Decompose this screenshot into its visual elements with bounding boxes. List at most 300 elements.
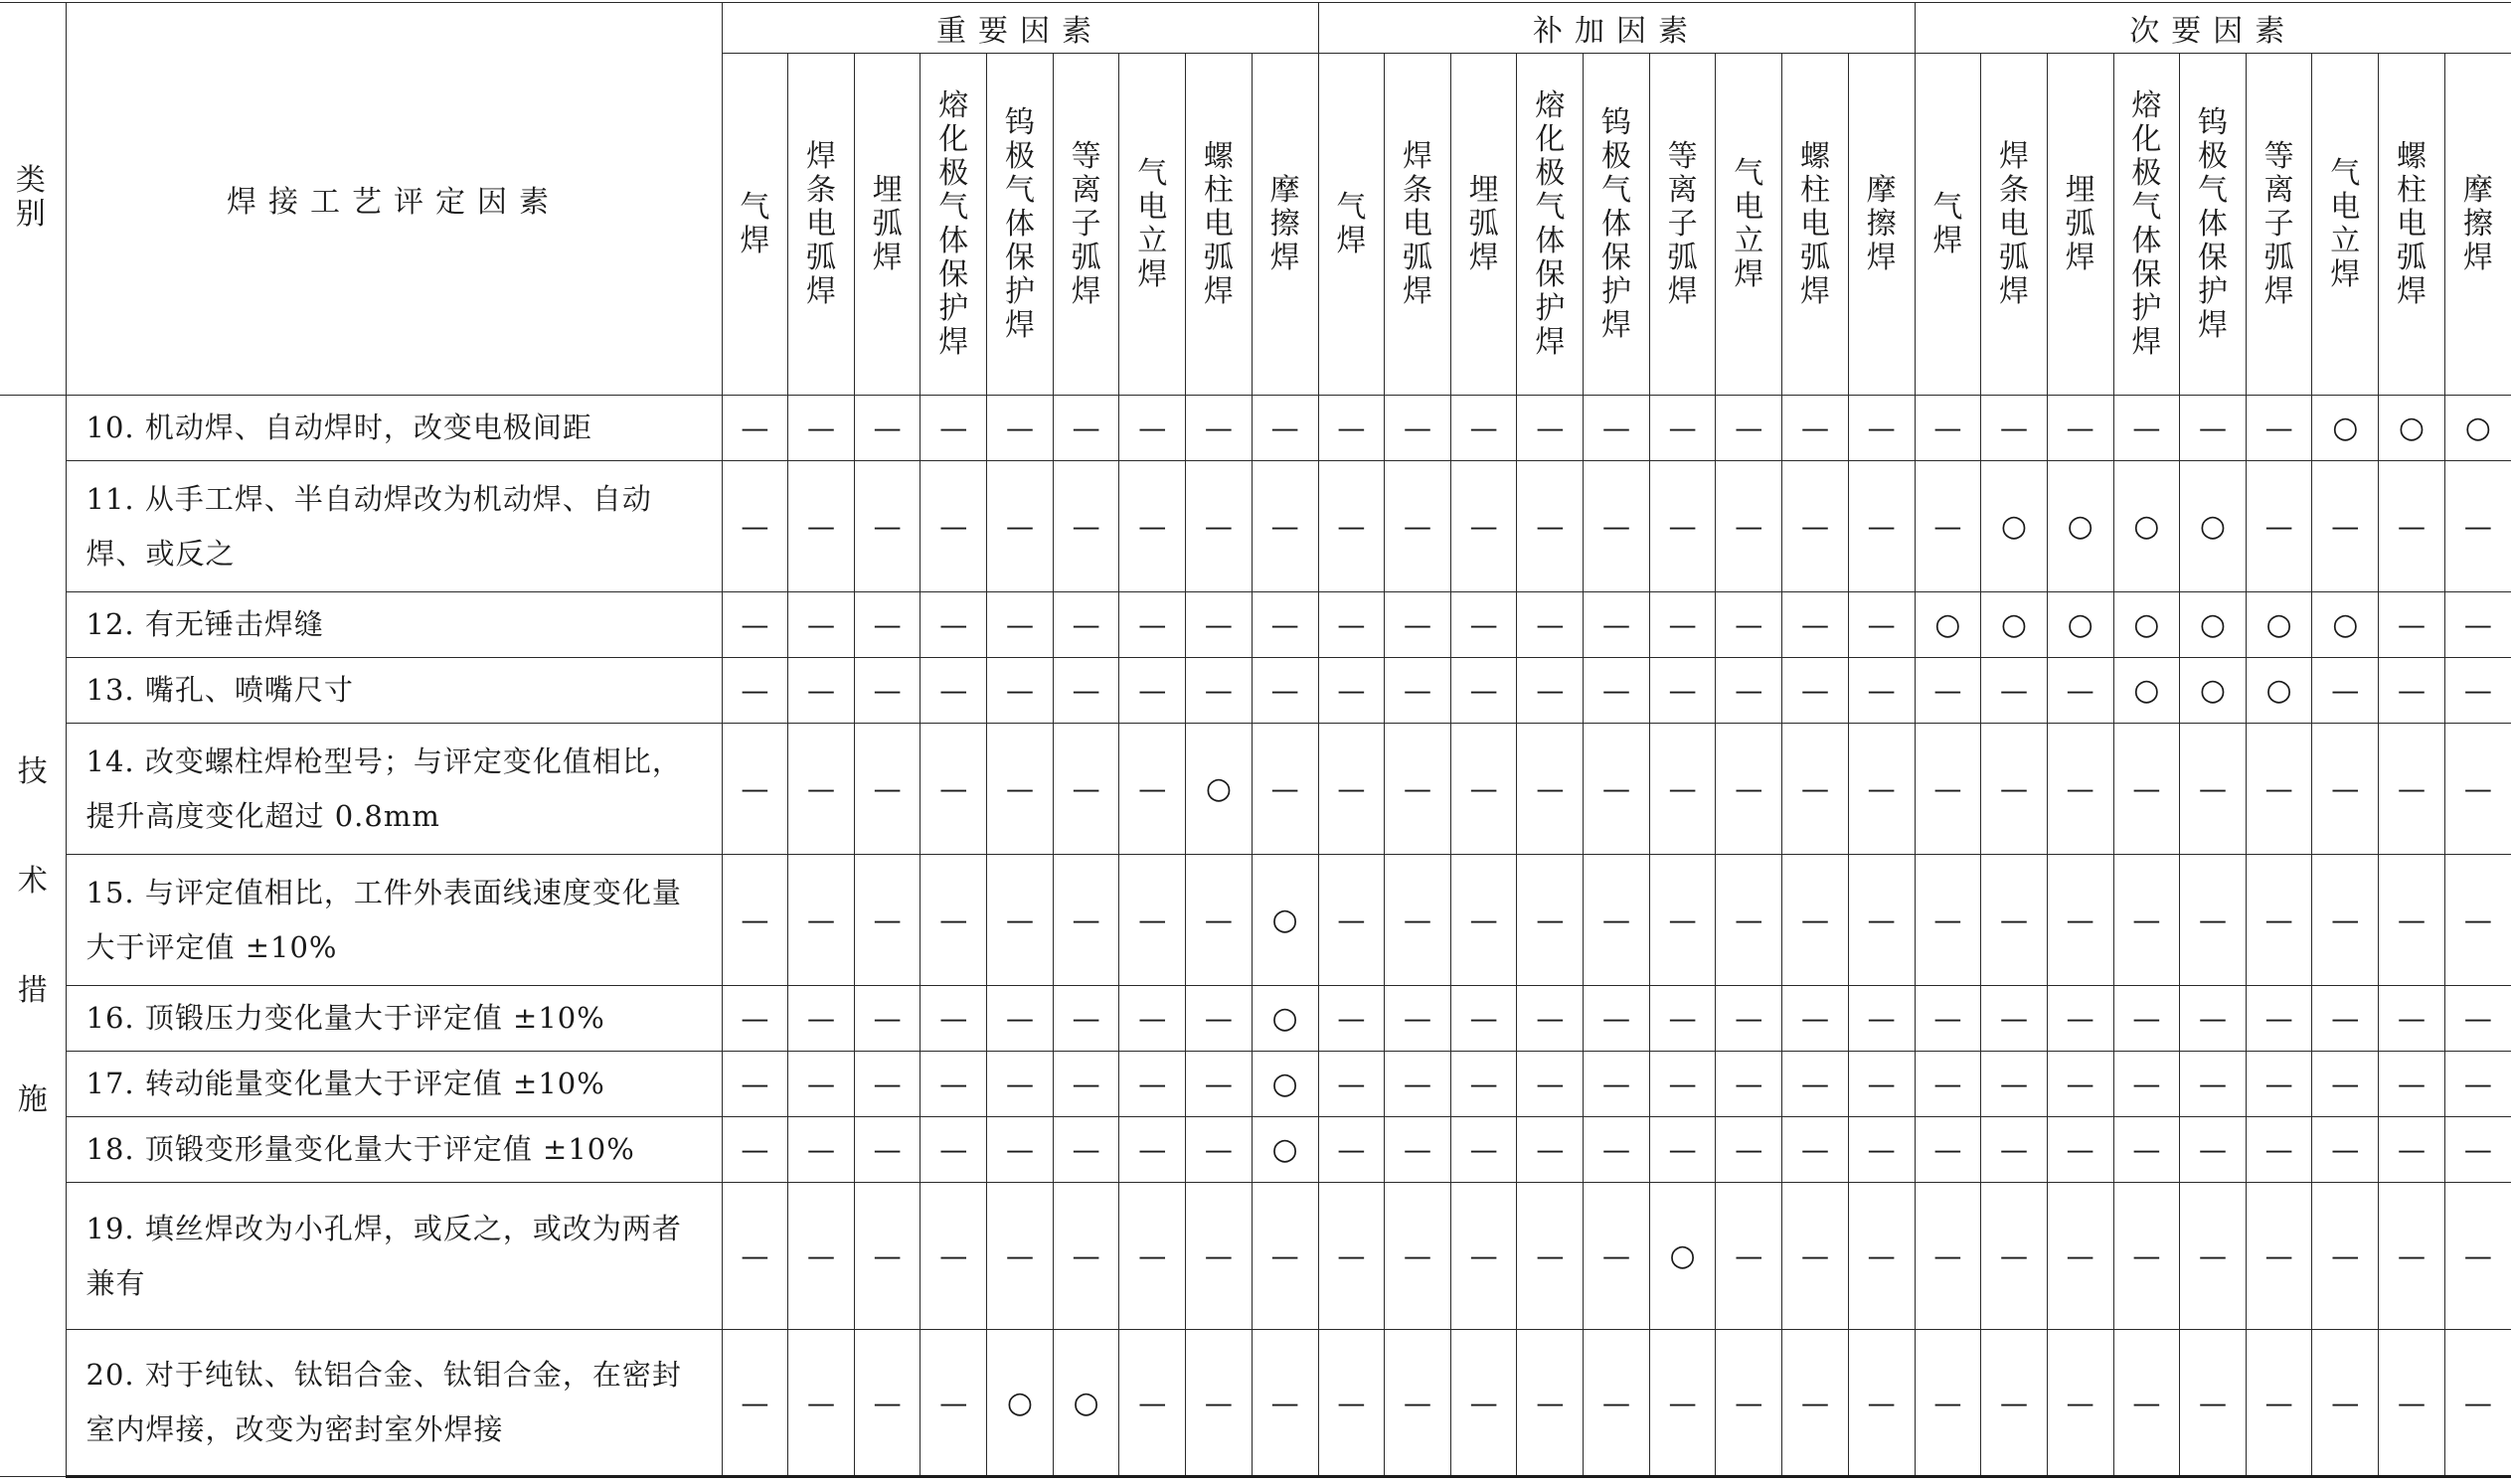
dash-mark: — bbox=[1119, 1330, 1186, 1477]
circle-mark: ○ bbox=[987, 1330, 1054, 1477]
method-header bbox=[1450, 54, 1517, 396]
category-label: 技术措施 bbox=[17, 753, 48, 1117]
dash-mark: — bbox=[1318, 1052, 1385, 1117]
method-header-label: 气焊 bbox=[740, 189, 770, 258]
dash-mark: — bbox=[1517, 396, 1584, 461]
method-header-label: 等离子弧焊 bbox=[2263, 138, 2294, 309]
method-header-label: 摩擦焊 bbox=[2462, 172, 2493, 275]
dash-mark: — bbox=[1119, 724, 1186, 855]
dash-mark: — bbox=[1186, 1117, 1253, 1183]
dash-mark: — bbox=[2312, 461, 2379, 592]
method-header-label: 钨极气体保护焊 bbox=[2197, 104, 2228, 343]
method-header-label: 钨极气体保护焊 bbox=[1004, 104, 1035, 343]
dash-mark: — bbox=[1119, 1183, 1186, 1330]
dash-mark: — bbox=[921, 1052, 987, 1117]
dash-mark: — bbox=[1385, 396, 1451, 461]
dash-mark: — bbox=[722, 724, 788, 855]
dash-mark: — bbox=[722, 1117, 788, 1183]
dash-mark: — bbox=[2444, 855, 2511, 986]
dash-mark: — bbox=[1119, 986, 1186, 1052]
dash-mark: — bbox=[1450, 1052, 1517, 1117]
dash-mark: — bbox=[987, 658, 1054, 724]
dash-mark: — bbox=[2047, 1330, 2113, 1477]
circle-mark: ○ bbox=[1252, 986, 1318, 1052]
dash-mark: — bbox=[1649, 658, 1716, 724]
dash-mark: — bbox=[788, 1183, 855, 1330]
dash-mark: — bbox=[1848, 461, 1915, 592]
dash-mark: — bbox=[2047, 1052, 2113, 1117]
table-row bbox=[0, 1183, 2511, 1330]
dash-mark: — bbox=[2379, 1330, 2445, 1477]
dash-mark: — bbox=[1119, 1117, 1186, 1183]
dash-mark: — bbox=[1584, 658, 1650, 724]
dash-mark: — bbox=[1450, 658, 1517, 724]
method-header-label: 熔化极气体保护焊 bbox=[2131, 87, 2162, 360]
dash-mark: — bbox=[1318, 1330, 1385, 1477]
dash-mark: — bbox=[1716, 986, 1782, 1052]
method-header bbox=[987, 54, 1054, 396]
method-header bbox=[2379, 54, 2445, 396]
dash-mark: — bbox=[1385, 1117, 1451, 1183]
dash-mark: — bbox=[1848, 592, 1915, 658]
dash-mark: — bbox=[2180, 1052, 2247, 1117]
dash-mark: — bbox=[1782, 658, 1849, 724]
dash-mark: — bbox=[1450, 1183, 1517, 1330]
dash-mark: — bbox=[1716, 658, 1782, 724]
dash-mark: — bbox=[2113, 1183, 2180, 1330]
dash-mark: — bbox=[854, 592, 921, 658]
dash-mark: — bbox=[1584, 396, 1650, 461]
dash-mark: — bbox=[1584, 1117, 1650, 1183]
circle-mark: ○ bbox=[1186, 724, 1253, 855]
dash-mark: — bbox=[1119, 396, 1186, 461]
dash-mark: — bbox=[1450, 592, 1517, 658]
dash-mark: — bbox=[1119, 855, 1186, 986]
dash-mark: — bbox=[1782, 724, 1849, 855]
dash-mark: — bbox=[854, 986, 921, 1052]
method-header-label: 气焊 bbox=[1336, 189, 1367, 258]
dash-mark: — bbox=[2312, 986, 2379, 1052]
dash-mark: — bbox=[921, 461, 987, 592]
method-header-label: 埋弧焊 bbox=[1468, 172, 1499, 275]
dash-mark: — bbox=[921, 1183, 987, 1330]
method-header bbox=[1119, 54, 1186, 396]
dash-mark: — bbox=[1385, 1330, 1451, 1477]
dash-mark: — bbox=[1318, 855, 1385, 986]
dash-mark: — bbox=[1848, 1330, 1915, 1477]
dash-mark: — bbox=[2444, 1052, 2511, 1117]
dash-mark: — bbox=[1450, 1330, 1517, 1477]
dash-mark: — bbox=[2113, 724, 2180, 855]
dash-mark: — bbox=[1649, 1052, 1716, 1117]
dash-mark: — bbox=[854, 1117, 921, 1183]
dash-mark: — bbox=[1186, 1052, 1253, 1117]
method-header-label: 摩擦焊 bbox=[1269, 172, 1300, 275]
factor-description: 12. 有无锤击焊缝 bbox=[66, 592, 722, 658]
factor-description: 11. 从手工焊、半自动焊改为机动焊、自动焊、或反之 bbox=[66, 461, 722, 592]
dash-mark: — bbox=[1385, 724, 1451, 855]
dash-mark: — bbox=[1385, 986, 1451, 1052]
dash-mark: — bbox=[1584, 1183, 1650, 1330]
dash-mark: — bbox=[1716, 1117, 1782, 1183]
dash-mark: — bbox=[987, 986, 1054, 1052]
method-header bbox=[1385, 54, 1451, 396]
dash-mark: — bbox=[1385, 658, 1451, 724]
dash-mark: — bbox=[1584, 724, 1650, 855]
dash-mark: — bbox=[2379, 986, 2445, 1052]
dash-mark: — bbox=[2113, 855, 2180, 986]
dash-mark: — bbox=[2246, 986, 2312, 1052]
method-header bbox=[2444, 54, 2511, 396]
method-header-label: 熔化极气体保护焊 bbox=[1535, 87, 1566, 360]
table-row bbox=[0, 396, 2511, 461]
method-header-label: 气焊 bbox=[1932, 189, 1963, 258]
dash-mark: — bbox=[1848, 396, 1915, 461]
method-header bbox=[1252, 54, 1318, 396]
dash-mark: — bbox=[2180, 724, 2247, 855]
method-header bbox=[2246, 54, 2312, 396]
circle-mark: ○ bbox=[2113, 461, 2180, 592]
table-row bbox=[0, 1330, 2511, 1477]
dash-mark: — bbox=[2246, 1183, 2312, 1330]
dash-mark: — bbox=[987, 396, 1054, 461]
dash-mark: — bbox=[1649, 855, 1716, 986]
dash-mark: — bbox=[722, 461, 788, 592]
method-header bbox=[1915, 54, 1981, 396]
dash-mark: — bbox=[2312, 855, 2379, 986]
dash-mark: — bbox=[1716, 396, 1782, 461]
dash-mark: — bbox=[2180, 396, 2247, 461]
group-header: 补加因素 bbox=[1318, 3, 1915, 54]
dash-mark: — bbox=[788, 658, 855, 724]
dash-mark: — bbox=[2444, 658, 2511, 724]
dash-mark: — bbox=[722, 1330, 788, 1477]
method-header bbox=[1649, 54, 1716, 396]
dash-mark: — bbox=[1649, 592, 1716, 658]
dash-mark: — bbox=[1981, 1330, 2048, 1477]
circle-mark: ○ bbox=[1252, 1052, 1318, 1117]
dash-mark: — bbox=[921, 1330, 987, 1477]
dash-mark: — bbox=[2312, 658, 2379, 724]
dash-mark: — bbox=[722, 1052, 788, 1117]
dash-mark: — bbox=[1584, 461, 1650, 592]
dash-mark: — bbox=[1716, 592, 1782, 658]
method-header bbox=[788, 54, 855, 396]
dash-mark: — bbox=[1318, 592, 1385, 658]
circle-mark: ○ bbox=[2312, 396, 2379, 461]
dash-mark: — bbox=[2180, 1330, 2247, 1477]
dash-mark: — bbox=[1915, 1052, 1981, 1117]
dash-mark: — bbox=[1450, 855, 1517, 986]
dash-mark: — bbox=[987, 1052, 1054, 1117]
dash-mark: — bbox=[1981, 724, 2048, 855]
dash-mark: — bbox=[2113, 1052, 2180, 1117]
dash-mark: — bbox=[854, 658, 921, 724]
dash-mark: — bbox=[1649, 724, 1716, 855]
dash-mark: — bbox=[921, 658, 987, 724]
dash-mark: — bbox=[2312, 1330, 2379, 1477]
dash-mark: — bbox=[2312, 724, 2379, 855]
dash-mark: — bbox=[1848, 1052, 1915, 1117]
dash-mark: — bbox=[1119, 461, 1186, 592]
dash-mark: — bbox=[2180, 986, 2247, 1052]
dash-mark: — bbox=[1385, 592, 1451, 658]
dash-mark: — bbox=[1649, 1330, 1716, 1477]
method-header-label: 气电立焊 bbox=[1734, 155, 1764, 292]
dash-mark: — bbox=[2113, 986, 2180, 1052]
dash-mark: — bbox=[921, 855, 987, 986]
dash-mark: — bbox=[1517, 724, 1584, 855]
dash-mark: — bbox=[1716, 1330, 1782, 1477]
dash-mark: — bbox=[1186, 396, 1253, 461]
dash-mark: — bbox=[987, 461, 1054, 592]
dash-mark: — bbox=[1848, 986, 1915, 1052]
circle-mark: ○ bbox=[2113, 592, 2180, 658]
method-header bbox=[2312, 54, 2379, 396]
dash-mark: — bbox=[722, 855, 788, 986]
dash-mark: — bbox=[1252, 461, 1318, 592]
method-header-label: 气电立焊 bbox=[1137, 155, 1168, 292]
dash-mark: — bbox=[1318, 724, 1385, 855]
category-header-label: 类别 bbox=[15, 162, 58, 232]
welding-factor-table bbox=[0, 2, 2511, 1478]
circle-mark: ○ bbox=[2246, 658, 2312, 724]
category-cell bbox=[0, 396, 66, 1477]
dash-mark: — bbox=[1385, 1052, 1451, 1117]
dash-mark: — bbox=[1517, 1052, 1584, 1117]
dash-mark: — bbox=[987, 855, 1054, 986]
method-header-label: 焊条电弧焊 bbox=[1403, 138, 1432, 309]
dash-mark: — bbox=[1186, 986, 1253, 1052]
method-header bbox=[1186, 54, 1253, 396]
dash-mark: — bbox=[1252, 658, 1318, 724]
dash-mark: — bbox=[854, 1183, 921, 1330]
dash-mark: — bbox=[987, 592, 1054, 658]
dash-mark: — bbox=[2047, 724, 2113, 855]
dash-mark: — bbox=[2246, 1330, 2312, 1477]
table-row bbox=[0, 855, 2511, 986]
dash-mark: — bbox=[2444, 1117, 2511, 1183]
circle-mark: ○ bbox=[2246, 592, 2312, 658]
dash-mark: — bbox=[1981, 1183, 2048, 1330]
dash-mark: — bbox=[1782, 1117, 1849, 1183]
method-header bbox=[1981, 54, 2048, 396]
dash-mark: — bbox=[2444, 592, 2511, 658]
dash-mark: — bbox=[1716, 1052, 1782, 1117]
circle-mark: ○ bbox=[2312, 592, 2379, 658]
dash-mark: — bbox=[1981, 1052, 2048, 1117]
dash-mark: — bbox=[1915, 461, 1981, 592]
table-row bbox=[0, 1117, 2511, 1183]
method-header bbox=[1716, 54, 1782, 396]
factor-description: 17. 转动能量变化量大于评定值 ±10% bbox=[66, 1052, 722, 1117]
dash-mark: — bbox=[854, 724, 921, 855]
dash-mark: — bbox=[2047, 1183, 2113, 1330]
dash-mark: — bbox=[2379, 724, 2445, 855]
dash-mark: — bbox=[2180, 1117, 2247, 1183]
dash-mark: — bbox=[2113, 1330, 2180, 1477]
dash-mark: — bbox=[1584, 592, 1650, 658]
method-header-label: 螺柱电弧焊 bbox=[1799, 138, 1830, 309]
dash-mark: — bbox=[1450, 724, 1517, 855]
method-header bbox=[1318, 54, 1385, 396]
dash-mark: — bbox=[1053, 1052, 1119, 1117]
circle-mark: ○ bbox=[2047, 461, 2113, 592]
dash-mark: — bbox=[1915, 658, 1981, 724]
factor-description: 10. 机动焊、自动焊时，改变电极间距 bbox=[66, 396, 722, 461]
dash-mark: — bbox=[854, 396, 921, 461]
dash-mark: — bbox=[1981, 1117, 2048, 1183]
dash-mark: — bbox=[987, 724, 1054, 855]
dash-mark: — bbox=[1782, 1330, 1849, 1477]
dash-mark: — bbox=[1981, 396, 2048, 461]
dash-mark: — bbox=[2312, 1117, 2379, 1183]
dash-mark: — bbox=[2312, 1183, 2379, 1330]
dash-mark: — bbox=[1517, 461, 1584, 592]
group-header: 次要因素 bbox=[1915, 3, 2511, 54]
dash-mark: — bbox=[987, 1183, 1054, 1330]
factor-description: 14. 改变螺柱焊枪型号；与评定变化值相比，提升高度变化超过 0.8mm bbox=[66, 724, 722, 855]
dash-mark: — bbox=[1848, 1117, 1915, 1183]
dash-mark: — bbox=[1915, 396, 1981, 461]
method-header-label: 焊条电弧焊 bbox=[1999, 138, 2030, 309]
method-header-label: 摩擦焊 bbox=[1866, 172, 1897, 275]
dash-mark: — bbox=[1252, 724, 1318, 855]
dash-mark: — bbox=[2113, 396, 2180, 461]
dash-mark: — bbox=[2379, 461, 2445, 592]
dash-mark: — bbox=[2047, 986, 2113, 1052]
dash-mark: — bbox=[1584, 1052, 1650, 1117]
dash-mark: — bbox=[2047, 396, 2113, 461]
dash-mark: — bbox=[1252, 1330, 1318, 1477]
method-header bbox=[2113, 54, 2180, 396]
dash-mark: — bbox=[788, 396, 855, 461]
dash-mark: — bbox=[1053, 1183, 1119, 1330]
dash-mark: — bbox=[2444, 1183, 2511, 1330]
dash-mark: — bbox=[1649, 461, 1716, 592]
dash-mark: — bbox=[722, 396, 788, 461]
dash-mark: — bbox=[854, 855, 921, 986]
dash-mark: — bbox=[722, 592, 788, 658]
dash-mark: — bbox=[1915, 1117, 1981, 1183]
dash-mark: — bbox=[788, 724, 855, 855]
dash-mark: — bbox=[1915, 1330, 1981, 1477]
dash-mark: — bbox=[2379, 855, 2445, 986]
dash-mark: — bbox=[2246, 396, 2312, 461]
circle-mark: ○ bbox=[1252, 855, 1318, 986]
dash-mark: — bbox=[854, 461, 921, 592]
table-row bbox=[0, 986, 2511, 1052]
method-header-label: 钨极气体保护焊 bbox=[1600, 104, 1631, 343]
dash-mark: — bbox=[2444, 986, 2511, 1052]
dash-mark: — bbox=[788, 1052, 855, 1117]
dash-mark: — bbox=[1186, 592, 1253, 658]
dash-mark: — bbox=[1385, 461, 1451, 592]
dash-mark: — bbox=[1318, 461, 1385, 592]
dash-mark: — bbox=[1649, 396, 1716, 461]
dash-mark: — bbox=[2180, 1183, 2247, 1330]
dash-mark: — bbox=[788, 1330, 855, 1477]
dash-mark: — bbox=[1318, 986, 1385, 1052]
dash-mark: — bbox=[1848, 724, 1915, 855]
dash-mark: — bbox=[1848, 855, 1915, 986]
circle-mark: ○ bbox=[1649, 1183, 1716, 1330]
dash-mark: — bbox=[1584, 1330, 1650, 1477]
dash-mark: — bbox=[1915, 1183, 1981, 1330]
dash-mark: — bbox=[788, 592, 855, 658]
dash-mark: — bbox=[1517, 986, 1584, 1052]
circle-mark: ○ bbox=[2180, 592, 2247, 658]
dash-mark: — bbox=[1782, 1052, 1849, 1117]
dash-mark: — bbox=[1318, 1117, 1385, 1183]
circle-mark: ○ bbox=[1915, 592, 1981, 658]
factor-description: 15. 与评定值相比，工件外表面线速度变化量大于评定值 ±10% bbox=[66, 855, 722, 986]
dash-mark: — bbox=[1716, 461, 1782, 592]
dash-mark: — bbox=[1252, 396, 1318, 461]
dash-mark: — bbox=[2113, 1117, 2180, 1183]
dash-mark: — bbox=[1053, 592, 1119, 658]
dash-mark: — bbox=[2246, 1052, 2312, 1117]
category-header bbox=[0, 3, 66, 396]
dash-mark: — bbox=[1053, 658, 1119, 724]
table-row bbox=[0, 461, 2511, 592]
method-header-label: 埋弧焊 bbox=[872, 172, 903, 275]
dash-mark: — bbox=[722, 658, 788, 724]
dash-mark: — bbox=[1186, 1330, 1253, 1477]
circle-mark: ○ bbox=[2180, 658, 2247, 724]
dash-mark: — bbox=[921, 986, 987, 1052]
dash-mark: — bbox=[921, 592, 987, 658]
dash-mark: — bbox=[1318, 1183, 1385, 1330]
dash-mark: — bbox=[788, 461, 855, 592]
dash-mark: — bbox=[2246, 461, 2312, 592]
circle-mark: ○ bbox=[2444, 396, 2511, 461]
circle-mark: ○ bbox=[1981, 592, 2048, 658]
dash-mark: — bbox=[1782, 986, 1849, 1052]
method-header bbox=[2180, 54, 2247, 396]
method-header bbox=[1584, 54, 1650, 396]
dash-mark: — bbox=[1450, 396, 1517, 461]
method-header bbox=[921, 54, 987, 396]
dash-mark: — bbox=[2180, 855, 2247, 986]
dash-mark: — bbox=[1716, 724, 1782, 855]
method-header bbox=[1053, 54, 1119, 396]
table-row bbox=[0, 1052, 2511, 1117]
dash-mark: — bbox=[788, 855, 855, 986]
dash-mark: — bbox=[1848, 1183, 1915, 1330]
dash-mark: — bbox=[1981, 855, 2048, 986]
dash-mark: — bbox=[1915, 855, 1981, 986]
dash-mark: — bbox=[854, 1052, 921, 1117]
dash-mark: — bbox=[1119, 658, 1186, 724]
dash-mark: — bbox=[921, 396, 987, 461]
dash-mark: — bbox=[1053, 986, 1119, 1052]
circle-mark: ○ bbox=[2379, 396, 2445, 461]
dash-mark: — bbox=[1716, 1183, 1782, 1330]
dash-mark: — bbox=[1981, 658, 2048, 724]
method-header-label: 埋弧焊 bbox=[2065, 172, 2095, 275]
dash-mark: — bbox=[1848, 658, 1915, 724]
dash-mark: — bbox=[788, 986, 855, 1052]
dash-mark: — bbox=[1119, 592, 1186, 658]
method-header bbox=[1782, 54, 1849, 396]
dash-mark: — bbox=[987, 1117, 1054, 1183]
dash-mark: — bbox=[2246, 724, 2312, 855]
dash-mark: — bbox=[1584, 986, 1650, 1052]
dash-mark: — bbox=[1252, 1183, 1318, 1330]
dash-mark: — bbox=[788, 1117, 855, 1183]
dash-mark: — bbox=[2379, 592, 2445, 658]
